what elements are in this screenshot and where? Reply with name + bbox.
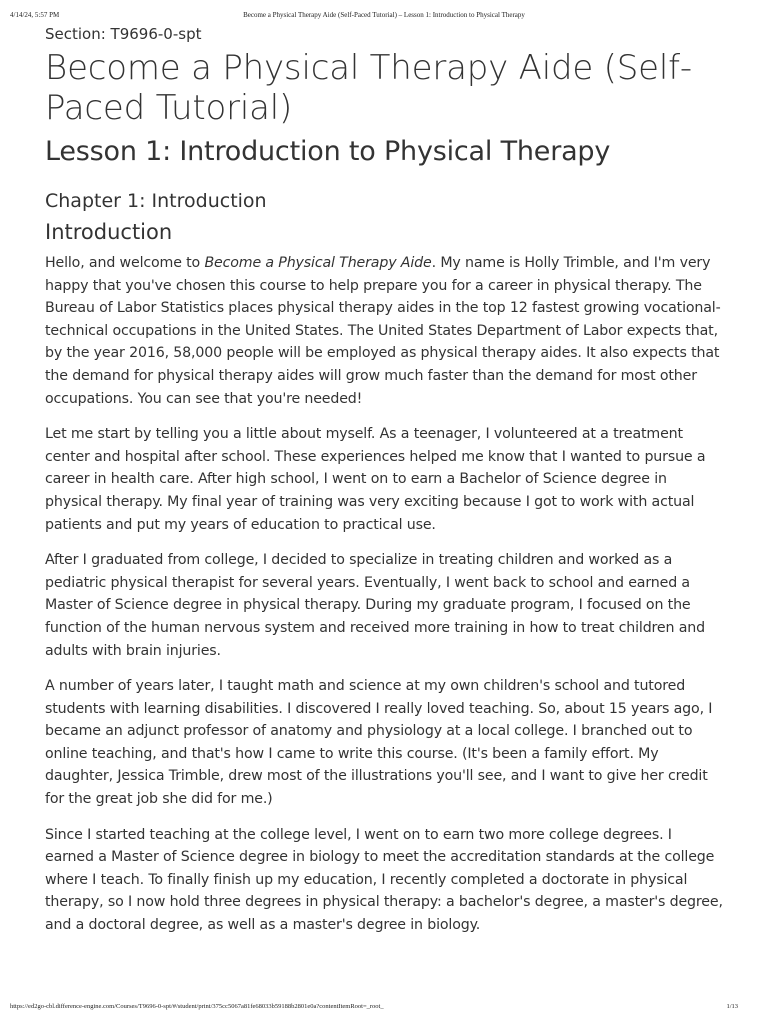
paragraph-teaching: A number of years later, I taught math and science at my own children's school and tutored students with learning disabilities. I discovered I really loved teaching. So, about 15 years ago, I became an adjunct professor of anatomy and physiology at a local college. I branched out to online teaching, and that's how I came to write this course. (It's been a family effort. My daughter, Jessica Trimble, drew most of the illustrations you'll see, and I want to give her credit for the great job she did for me.) <box>45 678 713 808</box>
course-title: Become a Physical Therapy Aide (Self-Paced Tutorial) <box>45 48 692 128</box>
paragraph-degrees: Since I started teaching at the college level, I went on to earn two more college degrees. I earned a Master of Science degree in biology to meet the accreditation standards at the college where I teach. To finally finish up my education, I recently completed a doctorate in physical therapy, so I now hold three degrees in physical therapy: a bachelor's degree, a master's degree, and a doctoral degree, as well as a master's degree in biology. <box>45 826 723 934</box>
print-header <box>10 11 758 23</box>
subsection-title: Introduction <box>45 220 173 244</box>
page-number: 1/13 <box>726 1003 738 1010</box>
print-footer <box>10 1003 758 1015</box>
print-date: 4/14/24, 5:57 PM <box>10 11 60 19</box>
paragraph-welcome <box>45 252 725 410</box>
paragraph-career: After I graduated from college, I decided to specialize in treating children and worked as a pediatric physical therapist for several years. Eventually, I went back to school and earned a Master of Science degree in physical therapy. During my graduate program, I focused on the function of the human nervous system and received more training in how to treat children and adults with brain injuries. <box>45 552 705 659</box>
print-page-title: Become a Physical Therapy Aide (Self-Paced Tutorial) – Lesson 1: Introduction to Physical Therapy <box>243 11 525 19</box>
lesson-content <box>45 24 725 950</box>
lesson-title: Lesson 1: Introduction to Physical Therapy <box>45 136 611 167</box>
chapter-title: Chapter 1: Introduction <box>45 190 267 212</box>
paragraph-welcome-rest: . My name is Holly Trimble, and I'm very happy that you've chosen this course to help prepare you for a career in physical therapy. The Bureau of Labor Statistics places physical therapy aides in the top 12 fastest growing vocational-technical occupations in the United States. The United States Department of Labor expects that, by the year 2016, 58,000 people will be employed as physical therapy aides. It also expects that the demand for physical therapy aides will grow much faster than the demand for most other occupations. You can see that you're needed! <box>45 255 721 407</box>
paragraph-background: Let me start by telling you a little about myself. As a teenager, I volunteered at a treatment center and hospital after school. These experiences helped me know that I wanted to pursue a career in health care. After high school, I went on to earn a Bachelor of Science degree in physical therapy. My final year of training was very exciting because I got to work with actual patients and put my years of education to practical use. <box>45 426 706 533</box>
section-label: Section: T9696-0-spt <box>45 25 202 43</box>
paragraph-welcome-lead: Hello, and welcome to <box>45 255 205 271</box>
course-name-emphasis: Become a Physical Therapy Aide <box>204 255 432 271</box>
print-url: https://ed2go-cbl.difference-engine.com/Courses/T9696-0-spt/#/student/print/375cc5067a81fe68033b59188b2801e0a?contentItemRoot=_root_ <box>10 1003 384 1010</box>
